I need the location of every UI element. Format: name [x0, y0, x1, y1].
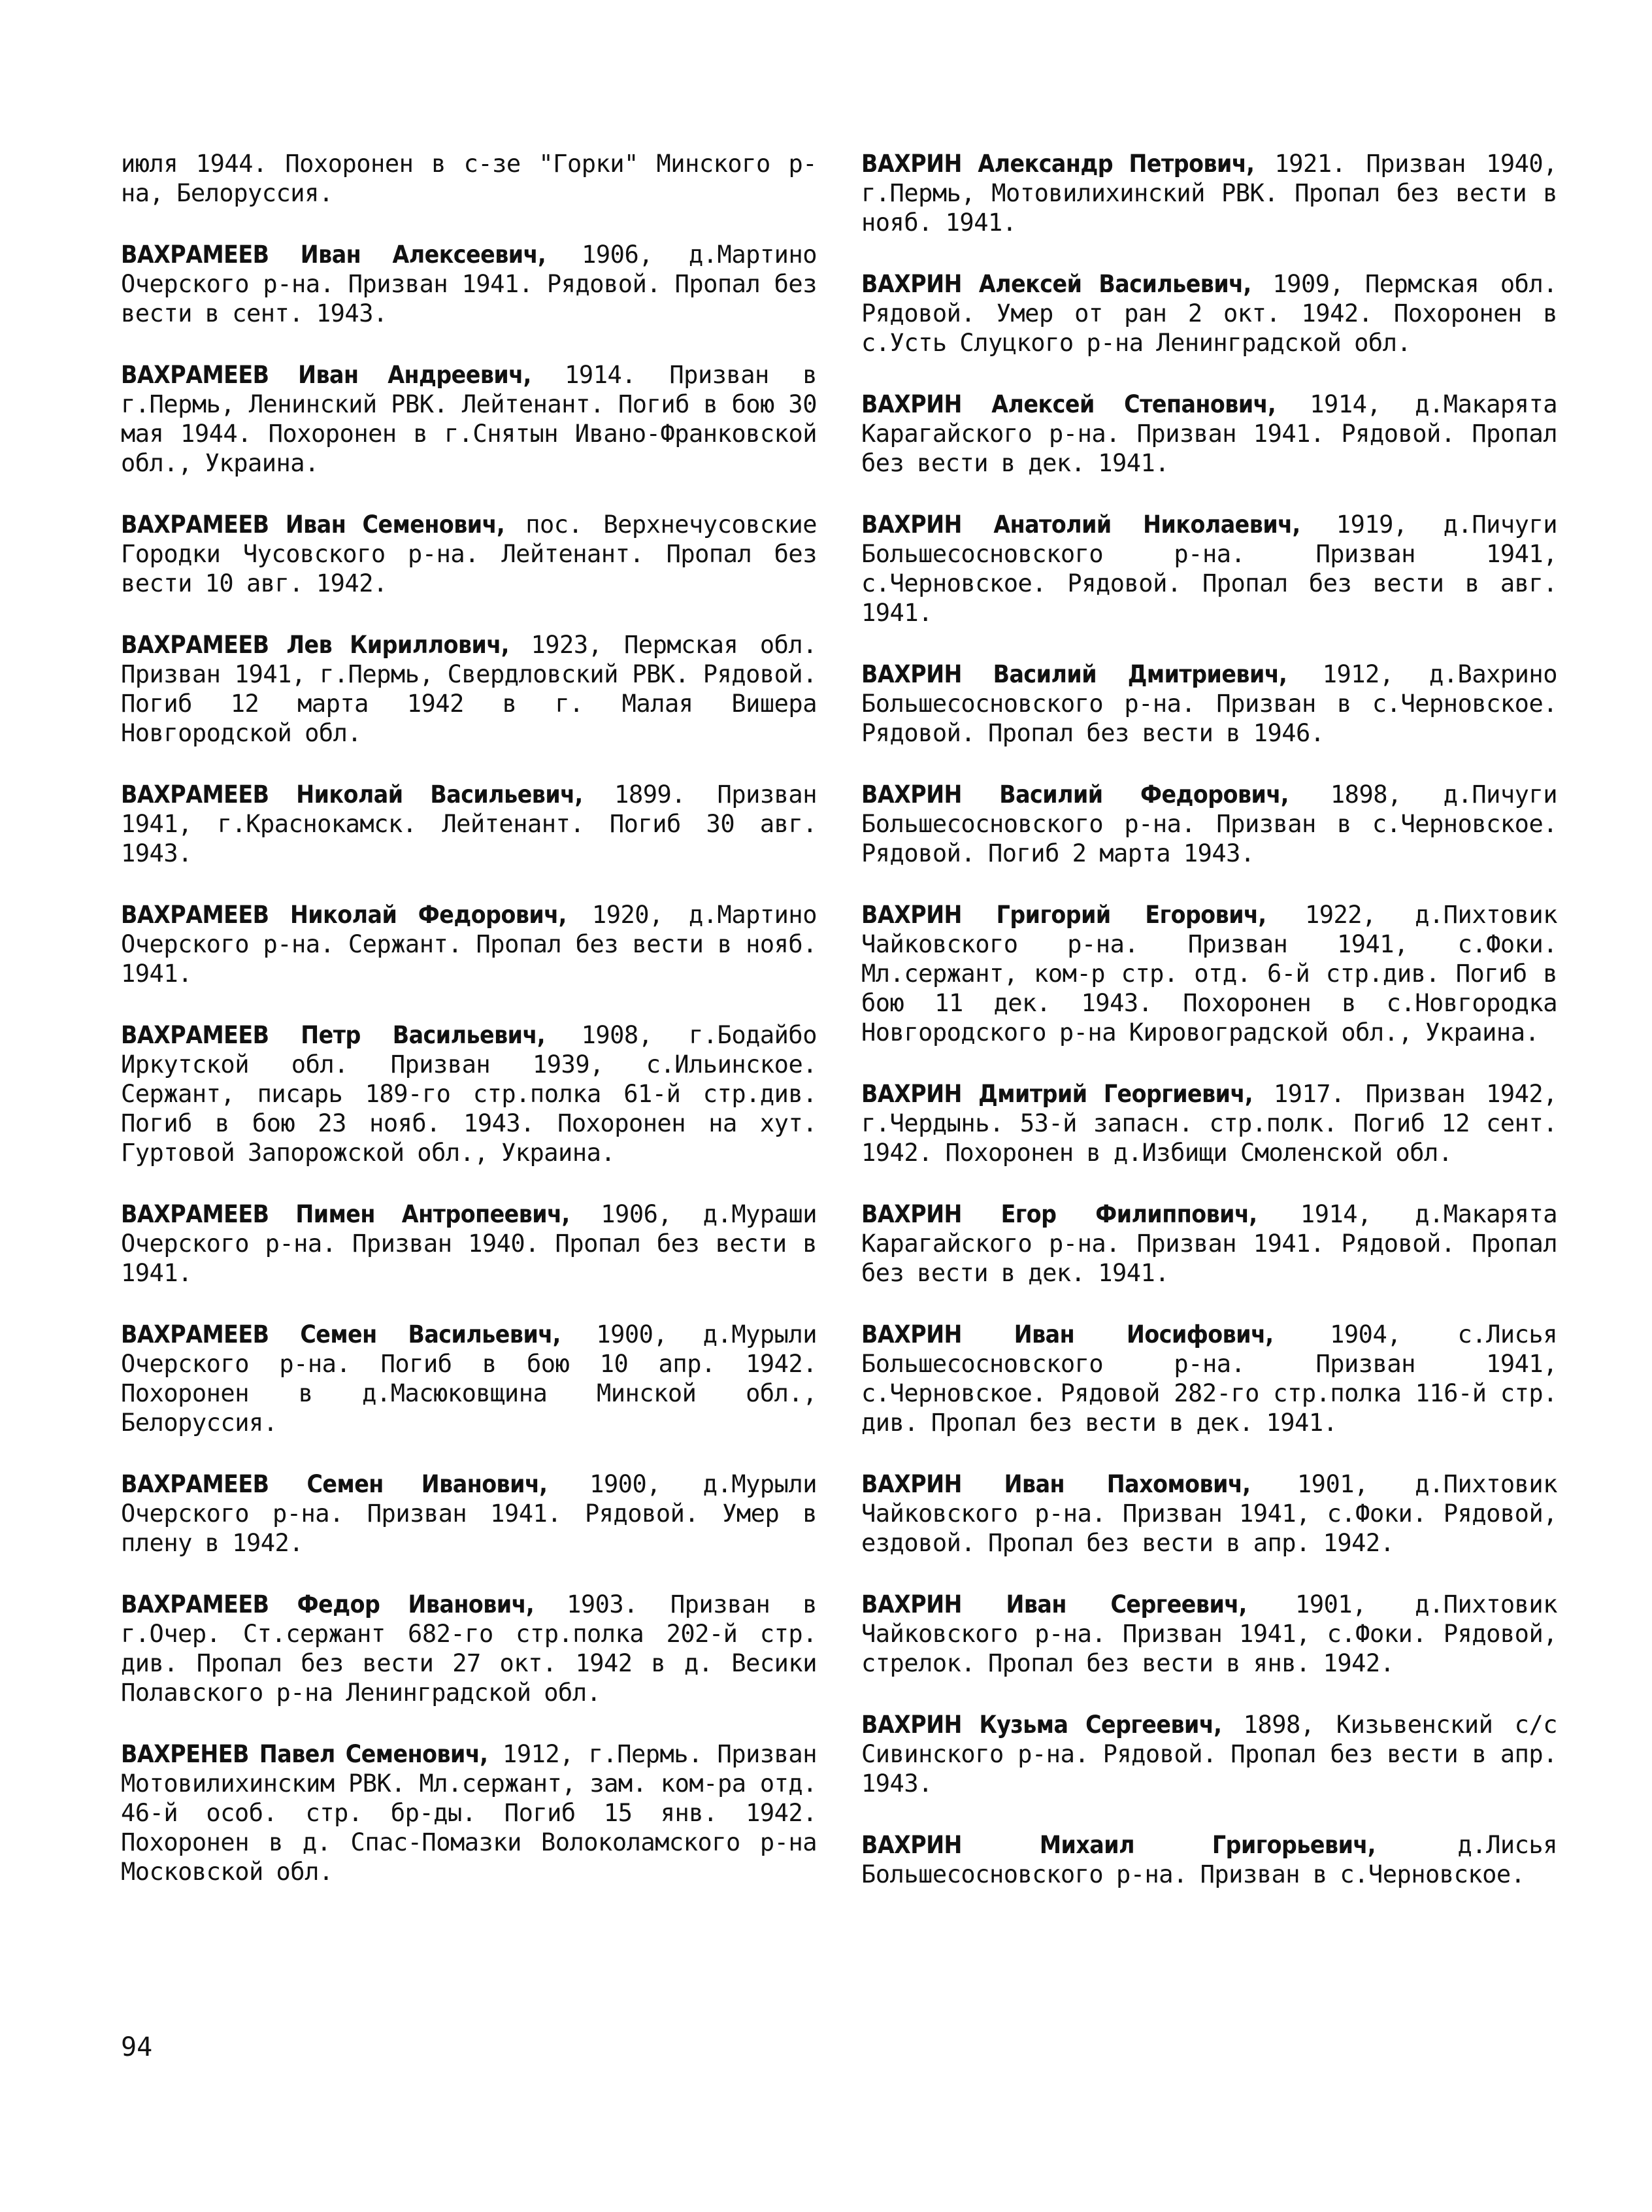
- person-name: ВАХРИН Анатолий Николаевич,: [861, 511, 1300, 539]
- entry-text: 1909, Пермская обл. Рядовой. Умер от ран 2 окт. 1942. Похоронен в с.Усть Слуцкого р-на Ленинградской обл.: [861, 270, 1557, 357]
- biography-entry: [861, 1830, 1557, 1889]
- entry-text: 1914, д.Макарята Карагайского р-на. Призван 1941. Рядовой. Пропал без вести в дек. 1941.: [861, 1200, 1557, 1287]
- entry-text: 1922, д.Пихтовик Чайковского р-на. Призван 1941, с.Фоки. Мл.сержант, ком-р стр. отд. 6-й стр.див. Погиб в бою 11 дек. 1943. Похоронен в с.Новгородка Новгородского р-на Кировоградской обл., Украина.: [861, 901, 1557, 1047]
- entry-text: 1914. Призван в г.Пермь, Ленинский РВК. Лейтенант. Погиб в бою 30 мая 1944. Похоронен в г.Снятын Ивано-Франковской обл., Украина.: [121, 361, 818, 477]
- biography-entry: [861, 1320, 1557, 1437]
- person-name: ВАХРАМЕЕВ Иван Семенович,: [121, 511, 505, 539]
- biography-entry: [861, 1469, 1557, 1558]
- person-name: ВАХРАМЕЕВ Семен Иванович,: [121, 1470, 548, 1498]
- person-name: ВАХРИН Григорий Егорович,: [861, 901, 1266, 929]
- person-name: ВАХРАМЕЕВ Иван Андреевич,: [121, 361, 531, 389]
- person-name: ВАХРИН Михаил Григорьевич,: [861, 1831, 1376, 1859]
- person-name: ВАХРЕНЕВ Павел Семенович,: [121, 1740, 488, 1768]
- person-name: ВАХРАМЕЕВ Николай Васильевич,: [121, 780, 583, 809]
- biography-entry: [121, 1590, 817, 1707]
- person-name: ВАХРИН Егор Филиппович,: [861, 1200, 1257, 1228]
- person-name: ВАХРИН Василий Федорович,: [861, 780, 1289, 809]
- person-name: ВАХРАМЕЕВ Семен Васильевич,: [121, 1320, 561, 1349]
- entry-text: июля 1944. Похоронен в с-зе "Горки" Минского р-на, Белоруссия.: [121, 150, 817, 207]
- entry-text: 1908, г.Бодайбо Иркутской обл. Призван 1939, с.Ильинское. Сержант, писарь 189-го стр.полка 61-й стр.див. Погиб в бою 23 нояб. 1943. Похоронен на хут. Гуртовой Запорожской обл., Украина.: [121, 1021, 817, 1167]
- biography-entry: [121, 240, 817, 328]
- entry-text: 1899. Призван 1941, г.Краснокамск. Лейтенант. Погиб 30 авг. 1943.: [121, 780, 817, 867]
- biography-entry: [861, 1199, 1557, 1288]
- entry-text: 1904, с.Лисья Большесосновского р-на. Призван 1941, с.Черновское. Рядовой 282-го стр.полка 116-й стр. див. Пропал без вести в дек. 1941.: [861, 1320, 1557, 1437]
- person-name: ВАХРАМЕЕВ Федор Иванович,: [121, 1590, 535, 1618]
- person-name: ВАХРАМЕЕВ Петр Васильевич,: [121, 1021, 546, 1049]
- biography-entry: [861, 780, 1557, 868]
- person-name: ВАХРАМЕЕВ Пимен Антропеевич,: [121, 1200, 570, 1228]
- biography-entry: [861, 269, 1557, 358]
- biography-entry: [861, 149, 1557, 237]
- biography-entry: [121, 1020, 817, 1167]
- entry-text: 1901, д.Пихтовик Чайковского р-на. Призван 1941, с.Фоки. Рядовой, ездовой. Пропал без вести в апр. 1942.: [861, 1470, 1557, 1557]
- entry-text: 1912, г.Пермь. Призван Мотовилихинским РВК. Мл.сержант, зам. ком-ра отд. 46-й особ. стр. бр-ды. Погиб 15 янв. 1942. Похоронен в д. Спас-Помазки Волоколамского р-на Московской обл.: [121, 1740, 817, 1886]
- person-name: ВАХРИН Иван Иосифович,: [861, 1320, 1274, 1349]
- person-name: ВАХРИН Василий Дмитриевич,: [861, 660, 1287, 688]
- person-name: ВАХРАМЕЕВ Лев Кириллович,: [121, 631, 509, 659]
- person-name: ВАХРАМЕЕВ Иван Алексеевич,: [121, 241, 546, 269]
- entry-text: 1917. Призван 1942, г.Чердынь. 53-й запасн. стр.полк. Погиб 12 сент. 1942. Похоронен в д.Избищи Смоленской обл.: [861, 1080, 1557, 1167]
- biography-entry: [121, 780, 817, 868]
- entry-text: 1898, Кизьвенский с/с Сивинского р-на. Рядовой. Пропал без вести в апр. 1943.: [861, 1711, 1558, 1798]
- person-name: ВАХРИН Кузьма Сергеевич,: [861, 1711, 1222, 1739]
- entry-text: д.Лисья Большесосновского р-на. Призван в с.Черновское.: [861, 1831, 1557, 1888]
- entry-text: 1901, д.Пихтовик Чайковского р-на. Призван 1941, с.Фоки. Рядовой, стрелок. Пропал без вести в янв. 1942.: [861, 1590, 1557, 1677]
- biography-entry: [861, 510, 1557, 628]
- entry-text: пос. Верхнечусовские Городки Чусовского р-на. Лейтенант. Пропал без вести 10 авг. 1942.: [121, 511, 817, 597]
- entry-text: 1919, д.Пичуги Большесосновского р-на. Призван 1941, с.Черновское. Рядовой. Пропал без вести в авг. 1941.: [861, 511, 1558, 627]
- person-name: ВАХРИН Алексей Васильевич,: [861, 270, 1251, 298]
- biography-entry: [121, 1469, 817, 1558]
- entry-text: 1914, д.Макарята Карагайского р-на. Призван 1941. Рядовой. Пропал без вести в дек. 1941.: [861, 390, 1557, 477]
- biography-entry: [861, 390, 1557, 478]
- biography-entry: [121, 360, 817, 478]
- person-name: ВАХРИН Александр Петрович,: [861, 150, 1255, 178]
- biography-entry: [861, 900, 1557, 1047]
- person-name: ВАХРАМЕЕВ Николай Федорович,: [121, 901, 567, 929]
- person-name: ВАХРИН Дмитрий Георгиевич,: [861, 1080, 1253, 1108]
- entry-text: 1912, д.Вахрино Большесосновского р-на. Призван в с.Черновское. Рядовой. Пропал без вести в 1946.: [861, 660, 1557, 747]
- biography-entry: [861, 1590, 1557, 1678]
- entry-text: 1898, д.Пичуги Большесосновского р-на. Призван в с.Черновское. Рядовой. Погиб 2 марта 1943.: [861, 780, 1557, 867]
- entry-text: 1923, Пермская обл. Призван 1941, г.Пермь, Свердловский РВК. Рядовой. Погиб 12 марта 1942 в г. Малая Вишера Новгородской обл.: [121, 631, 817, 747]
- person-name: ВАХРИН Иван Сергеевич,: [861, 1590, 1247, 1618]
- entry-text: 1906, д.Мартино Очерского р-на. Призван 1941. Рядовой. Пропал без вести в сент. 1943.: [121, 241, 817, 327]
- person-name: ВАХРИН Алексей Степанович,: [861, 390, 1276, 418]
- person-name: ВАХРИН Иван Пахомович,: [861, 1470, 1251, 1498]
- biography-entry: [121, 1320, 817, 1437]
- biography-entry: [121, 1199, 817, 1288]
- biography-entry: [121, 149, 817, 208]
- biography-entry: [121, 900, 817, 988]
- page-number: 94: [121, 2032, 153, 2062]
- entry-text: 1900, д.Мурыли Очерского р-на. Погиб в бою 10 апр. 1942. Похоронен в д.Масюковщина Минской обл., Белоруссия.: [121, 1320, 818, 1437]
- entry-text: 1921. Призван 1940, г.Пермь, Мотовилихинский РВК. Пропал без вести в нояб. 1941.: [861, 150, 1557, 237]
- biography-entry: [121, 1739, 817, 1886]
- biography-entry: [861, 1710, 1557, 1798]
- biography-entry: [861, 1079, 1557, 1167]
- left-column: [121, 149, 817, 1919]
- biography-entry: [121, 630, 817, 748]
- entry-text: 1906, д.Мураши Очерского р-на. Призван 1940. Пропал без вести в 1941.: [121, 1200, 817, 1287]
- right-column: [861, 149, 1557, 1921]
- entry-text: 1900, д.Мурыли Очерского р-на. Призван 1941. Рядовой. Умер в плену в 1942.: [121, 1470, 817, 1557]
- entry-text: 1903. Призван в г.Очер. Ст.сержант 682-го стр.полка 202-й стр. див. Пропал без вести 27 окт. 1942 в д. Весики Полавского р-на Ленинградской обл.: [121, 1590, 817, 1707]
- entry-text: 1920, д.Мартино Очерского р-на. Сержант. Пропал без вести в нояб. 1941.: [121, 901, 817, 988]
- biography-entry: [861, 660, 1557, 748]
- biography-entry: [121, 510, 817, 598]
